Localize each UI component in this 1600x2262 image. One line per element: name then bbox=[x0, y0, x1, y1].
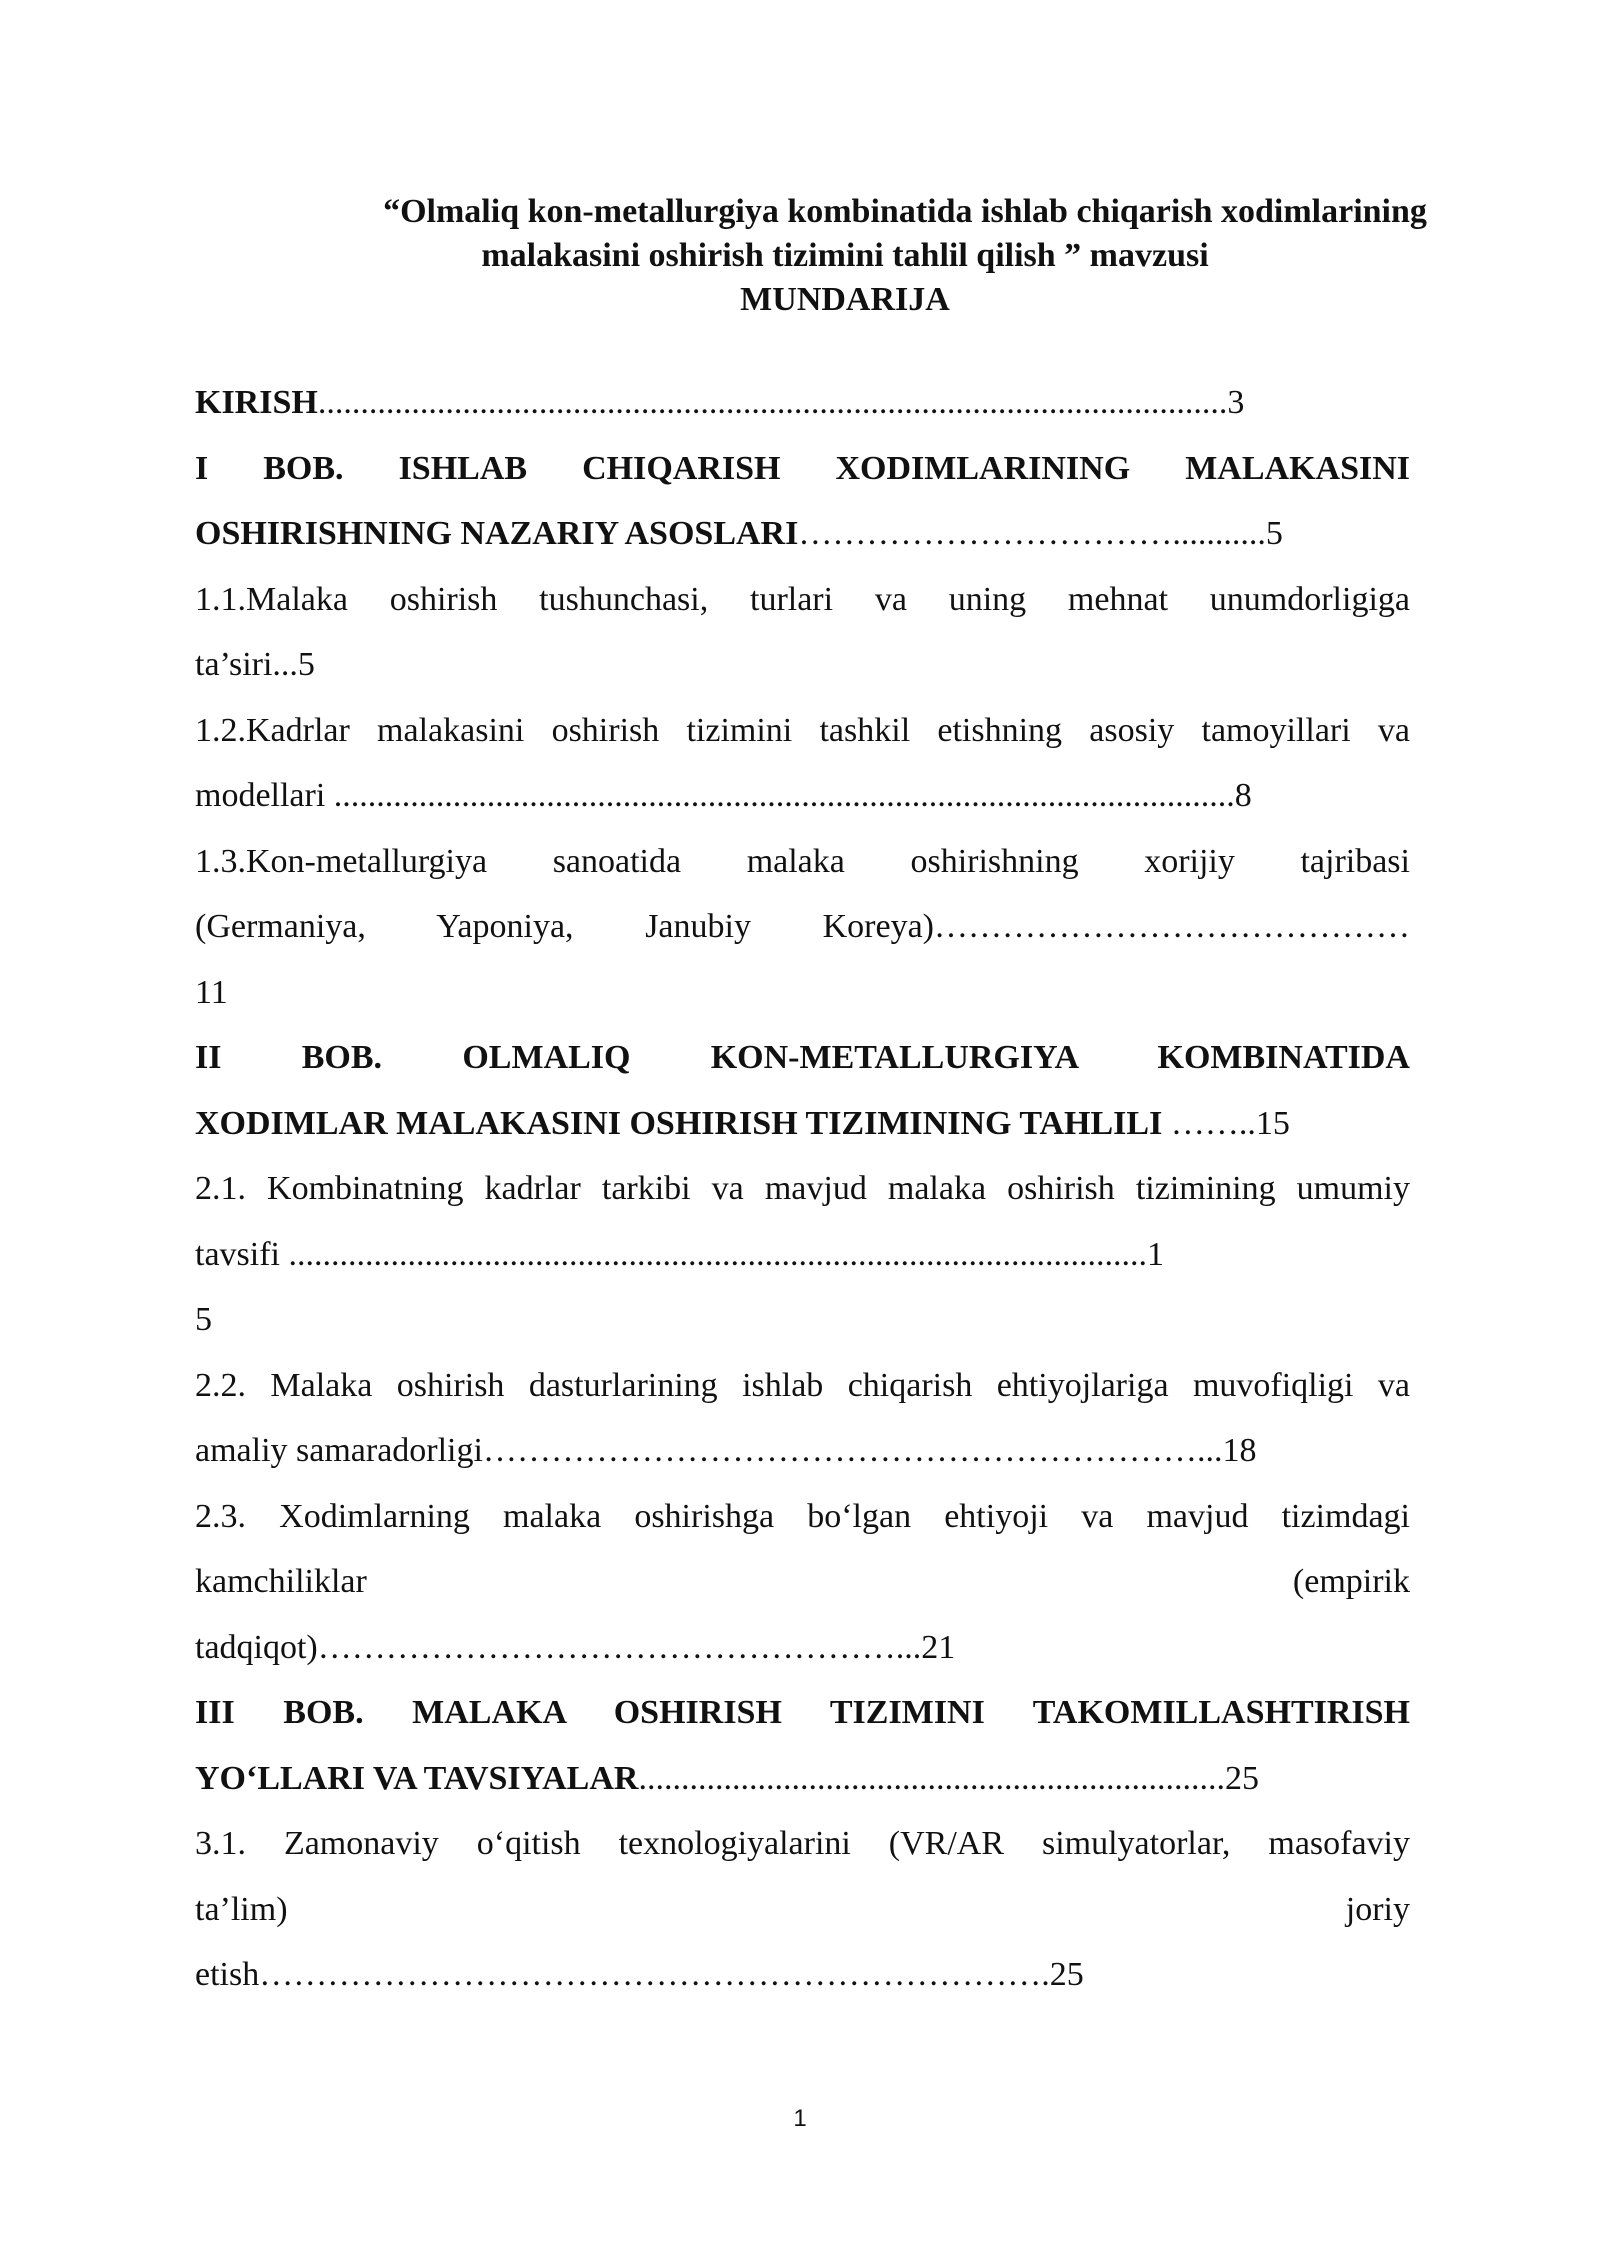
toc-section-2-1-line-3: 5 bbox=[195, 1301, 212, 1338]
toc-entry-label: KIRISH bbox=[195, 384, 318, 421]
toc-section-2-2-line-1: 2.2. Malaka oshirish dasturlarining ishlab chiqarish ehtiyojlariga muvofiqligi va bbox=[195, 1366, 1410, 1404]
toc-entry-label: modellari bbox=[195, 777, 334, 814]
toc-page-number: 3 bbox=[1227, 384, 1245, 421]
toc-section-1-1-line-1: 1.1.Malaka oshirish tushunchasi, turlari va uning mehnat unumdorligiga bbox=[195, 580, 1410, 618]
toc-section-2-3-line-3: tadqiqot)……………………………………………...21 bbox=[195, 1628, 956, 1666]
toc-entry-label: XODIMLAR MALAKASINI OSHIRISH TIZIMINING TAHLILI bbox=[195, 1104, 1163, 1142]
toc-leader-dots: …….. bbox=[1162, 1104, 1256, 1142]
toc-leader-dots: ........................................................................................................... bbox=[317, 384, 1228, 421]
toc-entry-label-continued: joriy bbox=[1345, 1890, 1410, 1928]
toc-section-1-2-line-2 bbox=[195, 763, 1410, 829]
toc-entry-label: YO‘LLARI VA TAVSIYALAR bbox=[195, 1759, 639, 1797]
document-title bbox=[240, 190, 1450, 322]
toc-chapter-1-line-2 bbox=[195, 501, 1410, 567]
toc-leader-dots: ..................................................................................................... bbox=[288, 1235, 1147, 1273]
toc-section-2-1-line-1: 2.1. Kombinatning kadrlar tarkibi va mavjud malaka oshirish tizimining umumiy bbox=[195, 1170, 1410, 1207]
toc-chapter-3-line-2 bbox=[195, 1746, 1410, 1812]
toc-leader-dots: .......................................................................................................... bbox=[333, 777, 1235, 814]
toc-page-number: 15 bbox=[1255, 1104, 1290, 1142]
toc-section-1-3-line-1: 1.3.Kon-metallurgiya sanoatida malaka oshirishning xorijiy tajribasi bbox=[195, 842, 1410, 880]
table-of-contents bbox=[195, 370, 1410, 2008]
toc-chapter-2-line-2 bbox=[195, 1091, 1410, 1157]
toc-page-number: 1 bbox=[1146, 1235, 1164, 1273]
toc-section-1-1-line-2: ta’siri...5 bbox=[195, 646, 315, 683]
page-number: 1 bbox=[793, 2105, 807, 2132]
toc-chapter-3-line-1: III BOB. MALAKA OSHIRISH TIZIMINI TAKOMILLASHTIRISH bbox=[195, 1694, 1410, 1731]
toc-page-number: 5 bbox=[1265, 515, 1283, 552]
toc-entry-label: ta’lim) bbox=[195, 1890, 288, 1928]
toc-leader-dots: ..................................................................... bbox=[638, 1759, 1225, 1797]
toc-section-1-3-line-2: (Germaniya, Yaponiya, Janubiy Koreya)…………………………………… bbox=[195, 908, 1410, 945]
toc-section-3-1-line-3: etish…………………………………………………………….25 bbox=[195, 1956, 1084, 1993]
toc-section-1-3-line-3: 11 bbox=[195, 973, 228, 1011]
toc-section-2-3-line-2 bbox=[195, 1549, 1410, 1615]
contents-heading: MUNDARIJA bbox=[740, 281, 950, 318]
toc-section-3-1-line-1: 3.1. Zamonaviy o‘qitish texnologiyalarini (VR/AR simulyatorlar, masofaviy bbox=[195, 1825, 1410, 1862]
toc-entry-kirish bbox=[195, 370, 1410, 436]
toc-chapter-2-line-1: II BOB. OLMALIQ KON-METALLURGIYA KOMBINATIDA bbox=[195, 1039, 1410, 1076]
toc-section-3-1-line-2 bbox=[195, 1877, 1410, 1943]
toc-entry-label: OSHIRISHNING NAZARIY ASOSLARI bbox=[195, 515, 799, 552]
toc-entry-label: kamchiliklar bbox=[195, 1563, 367, 1600]
toc-section-2-3-line-1: 2.3. Xodimlarning malaka oshirishga bo‘lgan ehtiyoji va mavjud tizimdagi bbox=[195, 1497, 1410, 1535]
toc-entry-label-continued: (empirik bbox=[1292, 1563, 1410, 1600]
toc-page-number: 8 bbox=[1234, 777, 1252, 814]
toc-section-2-2-line-2: amaliy samaradorligi………………………………………………………...18 bbox=[195, 1432, 1257, 1469]
toc-leader-dots: ……………………………........... bbox=[798, 515, 1266, 552]
title-line-1: “Olmaliq kon-metallurgiya kombinatida ishlab chiqarish xodimlarining bbox=[383, 193, 1427, 230]
toc-section-1-2-line-1: 1.2.Kadrlar malakasini oshirish tizimini tashkil etishning asosiy tamoyillari va bbox=[195, 711, 1410, 749]
title-line-2: malakasini oshirish tizimini tahlil qilish ” mavzusi bbox=[481, 237, 1209, 274]
toc-page-number: 25 bbox=[1224, 1759, 1259, 1797]
toc-section-2-1-line-2 bbox=[195, 1222, 1410, 1288]
toc-chapter-1-line-1: I BOB. ISHLAB CHIQARISH XODIMLARINING MALAKASINI bbox=[195, 449, 1410, 487]
toc-entry-label: tavsifi bbox=[195, 1235, 289, 1273]
